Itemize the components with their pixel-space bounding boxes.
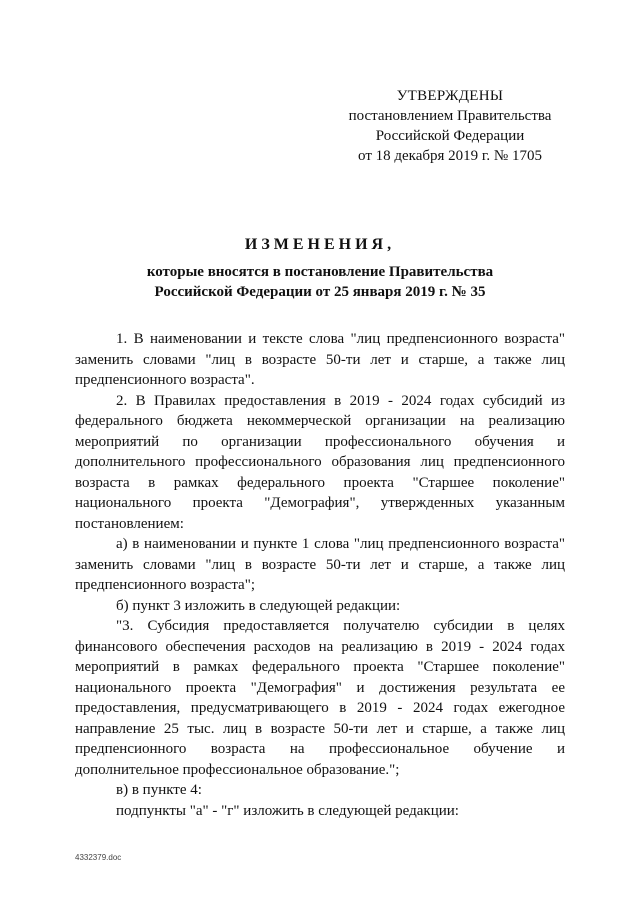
paragraph-b: б) пункт 3 изложить в следующей редакции: (116, 597, 401, 614)
approval-block (322, 86, 578, 166)
file-name-footer: 4332379.doc (75, 853, 122, 862)
document-subtitle (60, 262, 580, 302)
subtitle-line-2: Российской Федерации от 25 января 2019 г. № 35 (154, 284, 486, 300)
approval-heading: УТВЕРЖДЕНЫ (396, 88, 504, 104)
paragraph-v: в) в пункте 4: (116, 782, 202, 798)
approval-line-3: от 18 декабря 2019 г. № 1705 (358, 148, 542, 164)
approval-line-1: постановлением Правительства (348, 108, 552, 124)
paragraph-3-quote: "3. Субсидия предоставляется получателю субсидии в целях финансового обеспечения расходов на реализацию в 2019 - 2024 годах мероприятий в рамках федерального проекта "Старшее поколение" национального проекта "Демография" и достижения результата ее предоставления, предусматривающего в 2019 - 2024 годах ежегодное направление 25 тыс. лиц в возрасте 50-ти лет и старше, а также лиц предпенсионного возраста на профессиональное обучение и дополнительное профессиональное образование."; (75, 618, 565, 778)
paragraph-2: 2. В Правилах предоставления в 2019 - 2024 годах субсидий из федерального бюджета некоммерческой организации на реализацию мероприятий по организации профессионального обучения и дополнительного профессионального образования лиц предпенсионного возраста в рамках федерального проекта "Старшее поколение" национального проекта "Демография", утвержденных указанным постановлением: (75, 392, 565, 532)
approval-line-2: Российской Федерации (375, 128, 525, 144)
paragraph-subpoints: подпункты "а" - "г" изложить в следующей редакции: (116, 802, 459, 819)
subtitle-line-1: которые вносятся в постановление Правительства (146, 264, 494, 280)
document-body (75, 329, 565, 821)
paragraph-a: а) в наименовании и пункте 1 слова "лиц предпенсионного возраста" заменить словами "лиц в возрасте 50-ти лет и старше, а также лиц предпенсионного возраста"; (75, 536, 565, 593)
document-title: ИЗМЕНЕНИЯ, (244, 236, 396, 253)
paragraph-1: 1. В наименовании и тексте слова "лиц предпенсионного возраста" заменить словами "лиц в возрасте 50-ти лет и старше, а также лиц предпенсионного возраста". (75, 331, 565, 388)
